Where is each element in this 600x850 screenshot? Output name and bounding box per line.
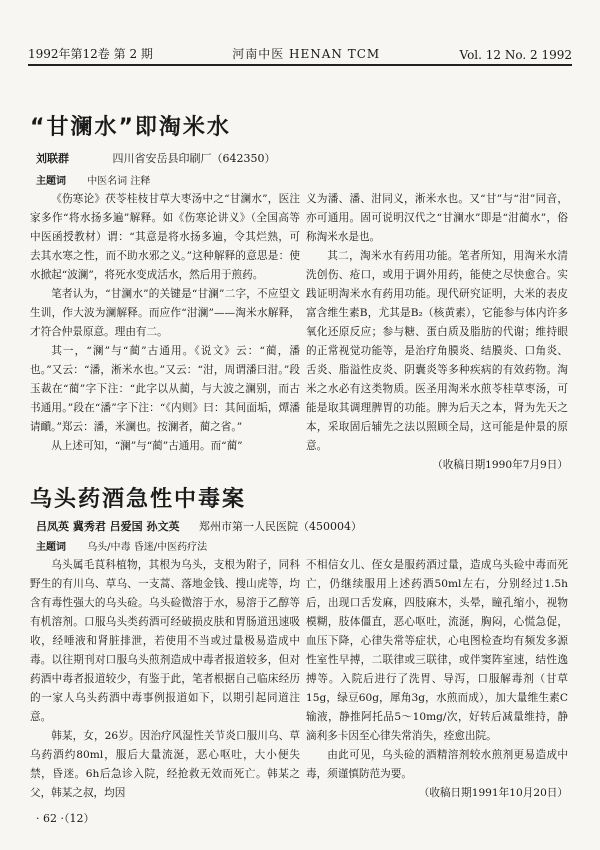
page-number: · 62 ·（12）: [36, 812, 95, 825]
header-rule: [28, 64, 572, 66]
article1-received-date: （收稿日期1990年7月9日）: [432, 459, 568, 471]
article2-right-column: [306, 556, 568, 803]
paragraph: 其二，淘米水有药用功能。笔者所知，用淘米水清洗创伤、疮口，或用于调外用药，能使之尽快愈合。实践证明淘米水有药用功能。现代研究证明，大米的表皮富含维生素B，尤其是B₂（核黄素），它能参与体内许多氧化还原反应；参与糖、蛋白质及脂肪的代谢；维持眼的正常视觉功能等，是治疗角膜炎、结膜炎、口角炎、舌炎、脂溢性皮炎、阴囊炎等多种疾病的有效药物。淘米之水必有这类物质。医圣用淘米水煎苓桂草枣汤，可能是取其调理脾胃的功能。脾为后天之本，肾为先天之本，采取固后辅先之法以照顾全局，这可能是仲景的原意。: [306, 250, 568, 452]
article2-keywords-text: 乌头/中毒 昏迷/中医药疗法: [87, 542, 208, 553]
paragraph: 笔者认为，“甘澜水”的关键是“甘澜”二字，不应望文生训，作大波为澜解释。而应作“泔澜”——淘米水解释，才符合仲景原意。理由有二。: [30, 288, 300, 338]
paragraph: 韩某，女，26岁。因治疗风湿性关节炎口服川乌、草乌药酒约80ml，服后大量流涎，恶心呕吐，大小便失禁，昏迷。6h后急诊入院，经抢救无效而死亡。韩某之父，韩某之叔，均因: [30, 730, 300, 799]
article1-left-column: [30, 190, 300, 456]
article1-right-column: [306, 190, 568, 475]
article2-title: 乌头药酒急性中毒案: [30, 487, 247, 512]
article2-authors: 吕凤英 冀秀君 吕爱国 孙文英: [36, 520, 180, 533]
article2-received-date: （收稿日期1991年10月20日）: [418, 787, 568, 799]
paragraph: 其一，“澜”与“蔺”古通用。《说文》云：“蔺，潘也。”又云：“潘，淅米水也。”又云：“泔，周谓潘曰泔。”段玉裁在“蔺”字下注：“此字以从蔺，与大波之澜别，而古书通用。”段在“潘”字下注：“《内则》曰：其间面垢，燂潘请靧。”郑云：潘，米澜也。按澜者，蔺之省。”: [30, 345, 300, 433]
article2-left-column: [30, 556, 300, 803]
article1-byline: [36, 150, 276, 166]
paragraph: 乌头属毛茛科植物，其根为乌头，支根为附子，同科野生的有川乌、草乌、一支蒿、落地金钱、搜山虎等，均含有毒性强大的乌头硷。乌头硷微溶于水，易溶于乙醇等有机溶剂。口服乌头类药酒可经破损皮肤和胃肠道迅速吸收，经唾液和肾脏排泄，若使用不当或过量极易造成中毒。以往期刊对口服乌头煎剂造成中毒者报道较多，但对药酒中毒者报道较少，有鉴于此，笔者根据自己临床经历的一家人乌头药酒中毒事例报道如下，以期引起同道注意。: [30, 559, 300, 723]
paragraph: 从上述可知，“澜”与“蔺”古通用。而“蔺”: [51, 440, 243, 452]
journal-header: [28, 40, 572, 62]
article1-title: “甘澜水”即淘米水: [30, 115, 231, 140]
article2-keywords-label: 主题词: [36, 542, 66, 553]
paragraph: 由此可见，乌头硷的酒精溶剂较水煎剂更易造成中毒，须谨慎防范为要。: [306, 749, 568, 780]
article1-keywords-text: 中医名词 注释: [87, 176, 151, 187]
article2-affiliation: 郑州市第一人民医院（450004）: [199, 520, 362, 533]
article2-byline: [36, 518, 362, 534]
paragraph: 不相信女儿、侄女是服药酒过量，造成乌头硷中毒而死亡，仍继续服用上述药酒50ml左右，分别经过1.5h后，出现口舌发麻，四肢麻木，头晕，瞳孔缩小，视物模糊，肢体僵直，恶心呕吐，流涎，胸闷，心慌急促，血压下降，心律失常等症状，心电图检查均有频发多源性室性早搏，二联律或三联律，或伴窦阵室速，结性逸搏等。入院后进行了洗胃、导泻，口服解毒剂（甘草15g，绿豆60g，犀角3g，水煎而成），加大量维生素C输液，静推阿托品5～10mg/次，好转后减量维持，静滴利多卡因至心律失常消失，痊愈出院。: [306, 559, 568, 742]
paragraph: 《伤寒论》茯苓桂枝甘草大枣汤中之“甘澜水”，医注家多作“将水扬多遍”解释。如《伤寒论讲义》（全国高等中医函授教材）谓：“其意是将水扬多遍，令其烂熟，可去其水寒之性，而不助水邪之义。”这种解释的意思是：使水掀起“波澜”，将死水变成活水，然后用于煎药。: [30, 193, 300, 281]
header-volume: Vol. 12 No. 2 1992: [459, 48, 572, 62]
article2-keywords: [36, 538, 207, 553]
header-journal-name: 河南中医 HENAN TCM: [232, 47, 381, 61]
article1-affiliation: 四川省安岳县印刷厂（642350）: [112, 152, 276, 165]
article1-keywords: [36, 172, 150, 187]
article1-author: 刘联群: [36, 152, 69, 165]
paragraph: 义为潘、潘、泔同义，淅米水也。又“甘”与“泔”同音，亦可通用。固可说明汉代之“甘澜水”即是“泔蔺水”，俗称淘米水是也。: [306, 193, 568, 243]
article1-keywords-label: 主题词: [36, 176, 66, 187]
header-issue: 1992年第12卷 第 2 期: [28, 47, 153, 61]
